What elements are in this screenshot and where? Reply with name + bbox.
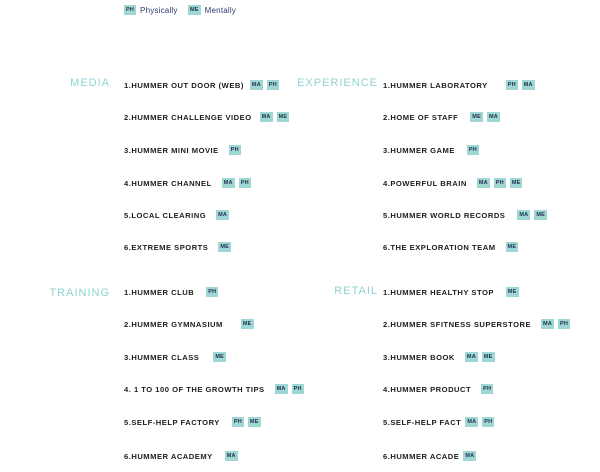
section-title-media: MEDIA <box>70 77 110 89</box>
item-label: 2.HUMMER SFITNESS SUPERSTORE <box>383 319 532 329</box>
tag-badge: MA <box>465 453 475 459</box>
list-item <box>383 319 570 329</box>
section-title-retail: RETAIL <box>334 285 378 297</box>
item-label: 5.HUMMER WORLD RECORDS <box>383 210 506 220</box>
list-item <box>124 242 231 252</box>
item-label: 2.HUMMER CHALLENGE VIDEO <box>124 112 252 122</box>
list-item <box>124 287 218 297</box>
list-item <box>124 417 261 427</box>
tag-badge: ME <box>483 354 493 360</box>
item-label: 1.HUMMER OUT DOOR (WEB) <box>124 80 244 90</box>
tag-badge: MA <box>488 114 498 120</box>
tag-badge: ME <box>249 419 259 425</box>
list-item <box>124 210 229 220</box>
tag-badge: MA <box>276 386 286 392</box>
tag-badge: PH <box>484 419 493 425</box>
list-item <box>383 242 518 252</box>
list-item <box>383 451 476 461</box>
tag-badge: MA <box>261 114 271 120</box>
tag-badge: ME <box>472 114 481 120</box>
legend-tag: ME <box>190 7 199 13</box>
tag-badge: PH <box>268 82 277 88</box>
item-label: 6.HUMMER ACADE <box>383 451 460 461</box>
item-label: 3.HUMMER BOOK <box>383 352 455 362</box>
tag-badge: ME <box>507 244 517 250</box>
tag-badge: MA <box>226 453 236 459</box>
item-label: 4. 1 TO 100 OF THE GROWTH TIPS <box>124 384 265 394</box>
tag-badge: ME <box>536 212 545 218</box>
tag-badge: ME <box>215 354 225 360</box>
tag-badge: MA <box>467 419 477 425</box>
tag-badge: PH <box>208 289 217 295</box>
tag-badge: PH <box>495 180 504 186</box>
list-item <box>383 210 547 220</box>
tag-badge: MA <box>466 354 476 360</box>
tag-badge: MA <box>478 180 488 186</box>
tag-badge: MA <box>523 82 533 88</box>
list-item <box>383 80 535 90</box>
tag-badge: ME <box>511 180 521 186</box>
tag-badge: PH <box>293 386 302 392</box>
item-label: 6.EXTREME SPORTS <box>124 242 209 252</box>
legend-item-me <box>188 5 236 15</box>
list-item <box>383 352 495 362</box>
section-title-experience: EXPERIENCE <box>297 77 378 89</box>
tag-badge: MA <box>218 212 228 218</box>
tag-badge: PH <box>483 386 492 392</box>
item-label: 1.HUMMER CLUB <box>124 287 195 297</box>
list-item <box>124 112 289 122</box>
tag-badge: MA <box>543 321 553 327</box>
item-label: 4.HUMMER PRODUCT <box>383 384 472 394</box>
item-label: 5.SELF-HELP FACTORY <box>124 417 220 427</box>
item-label: 1.HUMMER LABORATORY <box>383 80 488 90</box>
item-label: 5.SELF-HELP FACT <box>383 417 462 427</box>
tag-badge: PH <box>507 82 516 88</box>
item-label: 6.HUMMER ACADEMY <box>124 451 213 461</box>
tag-badge: ME <box>278 114 288 120</box>
tag-badge: PH <box>468 147 477 153</box>
item-label: 3.HUMMER MINI MOVIE <box>124 145 219 155</box>
item-label: 4.POWERFUL BRAIN <box>383 178 467 188</box>
tag-badge: MA <box>223 180 233 186</box>
tag-badge: MA <box>519 212 529 218</box>
tag-badge: PH <box>560 321 569 327</box>
list-item <box>124 80 279 90</box>
item-label: 2.HUMMER GYMNASIUM <box>124 319 223 329</box>
legend-tag: PH <box>126 7 135 13</box>
tag-badge: MA <box>251 82 261 88</box>
item-label: 6.THE EXPLORATION TEAM <box>383 242 496 252</box>
list-item <box>124 384 304 394</box>
item-label: 5.LOCAL CLEARING <box>124 210 207 220</box>
list-item <box>383 145 479 155</box>
legend-label: Physically <box>140 5 178 15</box>
item-label: 3.HUMMER GAME <box>383 145 455 155</box>
list-item <box>383 384 493 394</box>
legend-item-ph <box>124 5 178 15</box>
list-item <box>383 112 500 122</box>
tag-badge: ME <box>242 321 252 327</box>
list-item <box>383 178 522 188</box>
list-item <box>124 178 251 188</box>
list-item <box>124 451 238 461</box>
list-item <box>383 417 494 427</box>
item-label: 2.HOME OF STAFF <box>383 112 459 122</box>
list-item <box>383 287 519 297</box>
legend-label: Mentally <box>204 5 237 15</box>
item-label: 3.HUMMER CLASS <box>124 352 200 362</box>
tag-badge: ME <box>220 244 230 250</box>
tag-badge: PH <box>240 180 249 186</box>
item-label: 4.HUMMER CHANNEL <box>124 178 212 188</box>
list-item <box>124 319 254 329</box>
list-item <box>124 145 241 155</box>
tag-badge: PH <box>233 419 242 425</box>
list-item <box>124 352 226 362</box>
tag-badge: PH <box>230 147 239 153</box>
item-label: 1.HUMMER HEALTHY STOP <box>383 287 494 297</box>
tag-badge: ME <box>507 289 517 295</box>
section-title-training: TRAINING <box>49 287 110 299</box>
